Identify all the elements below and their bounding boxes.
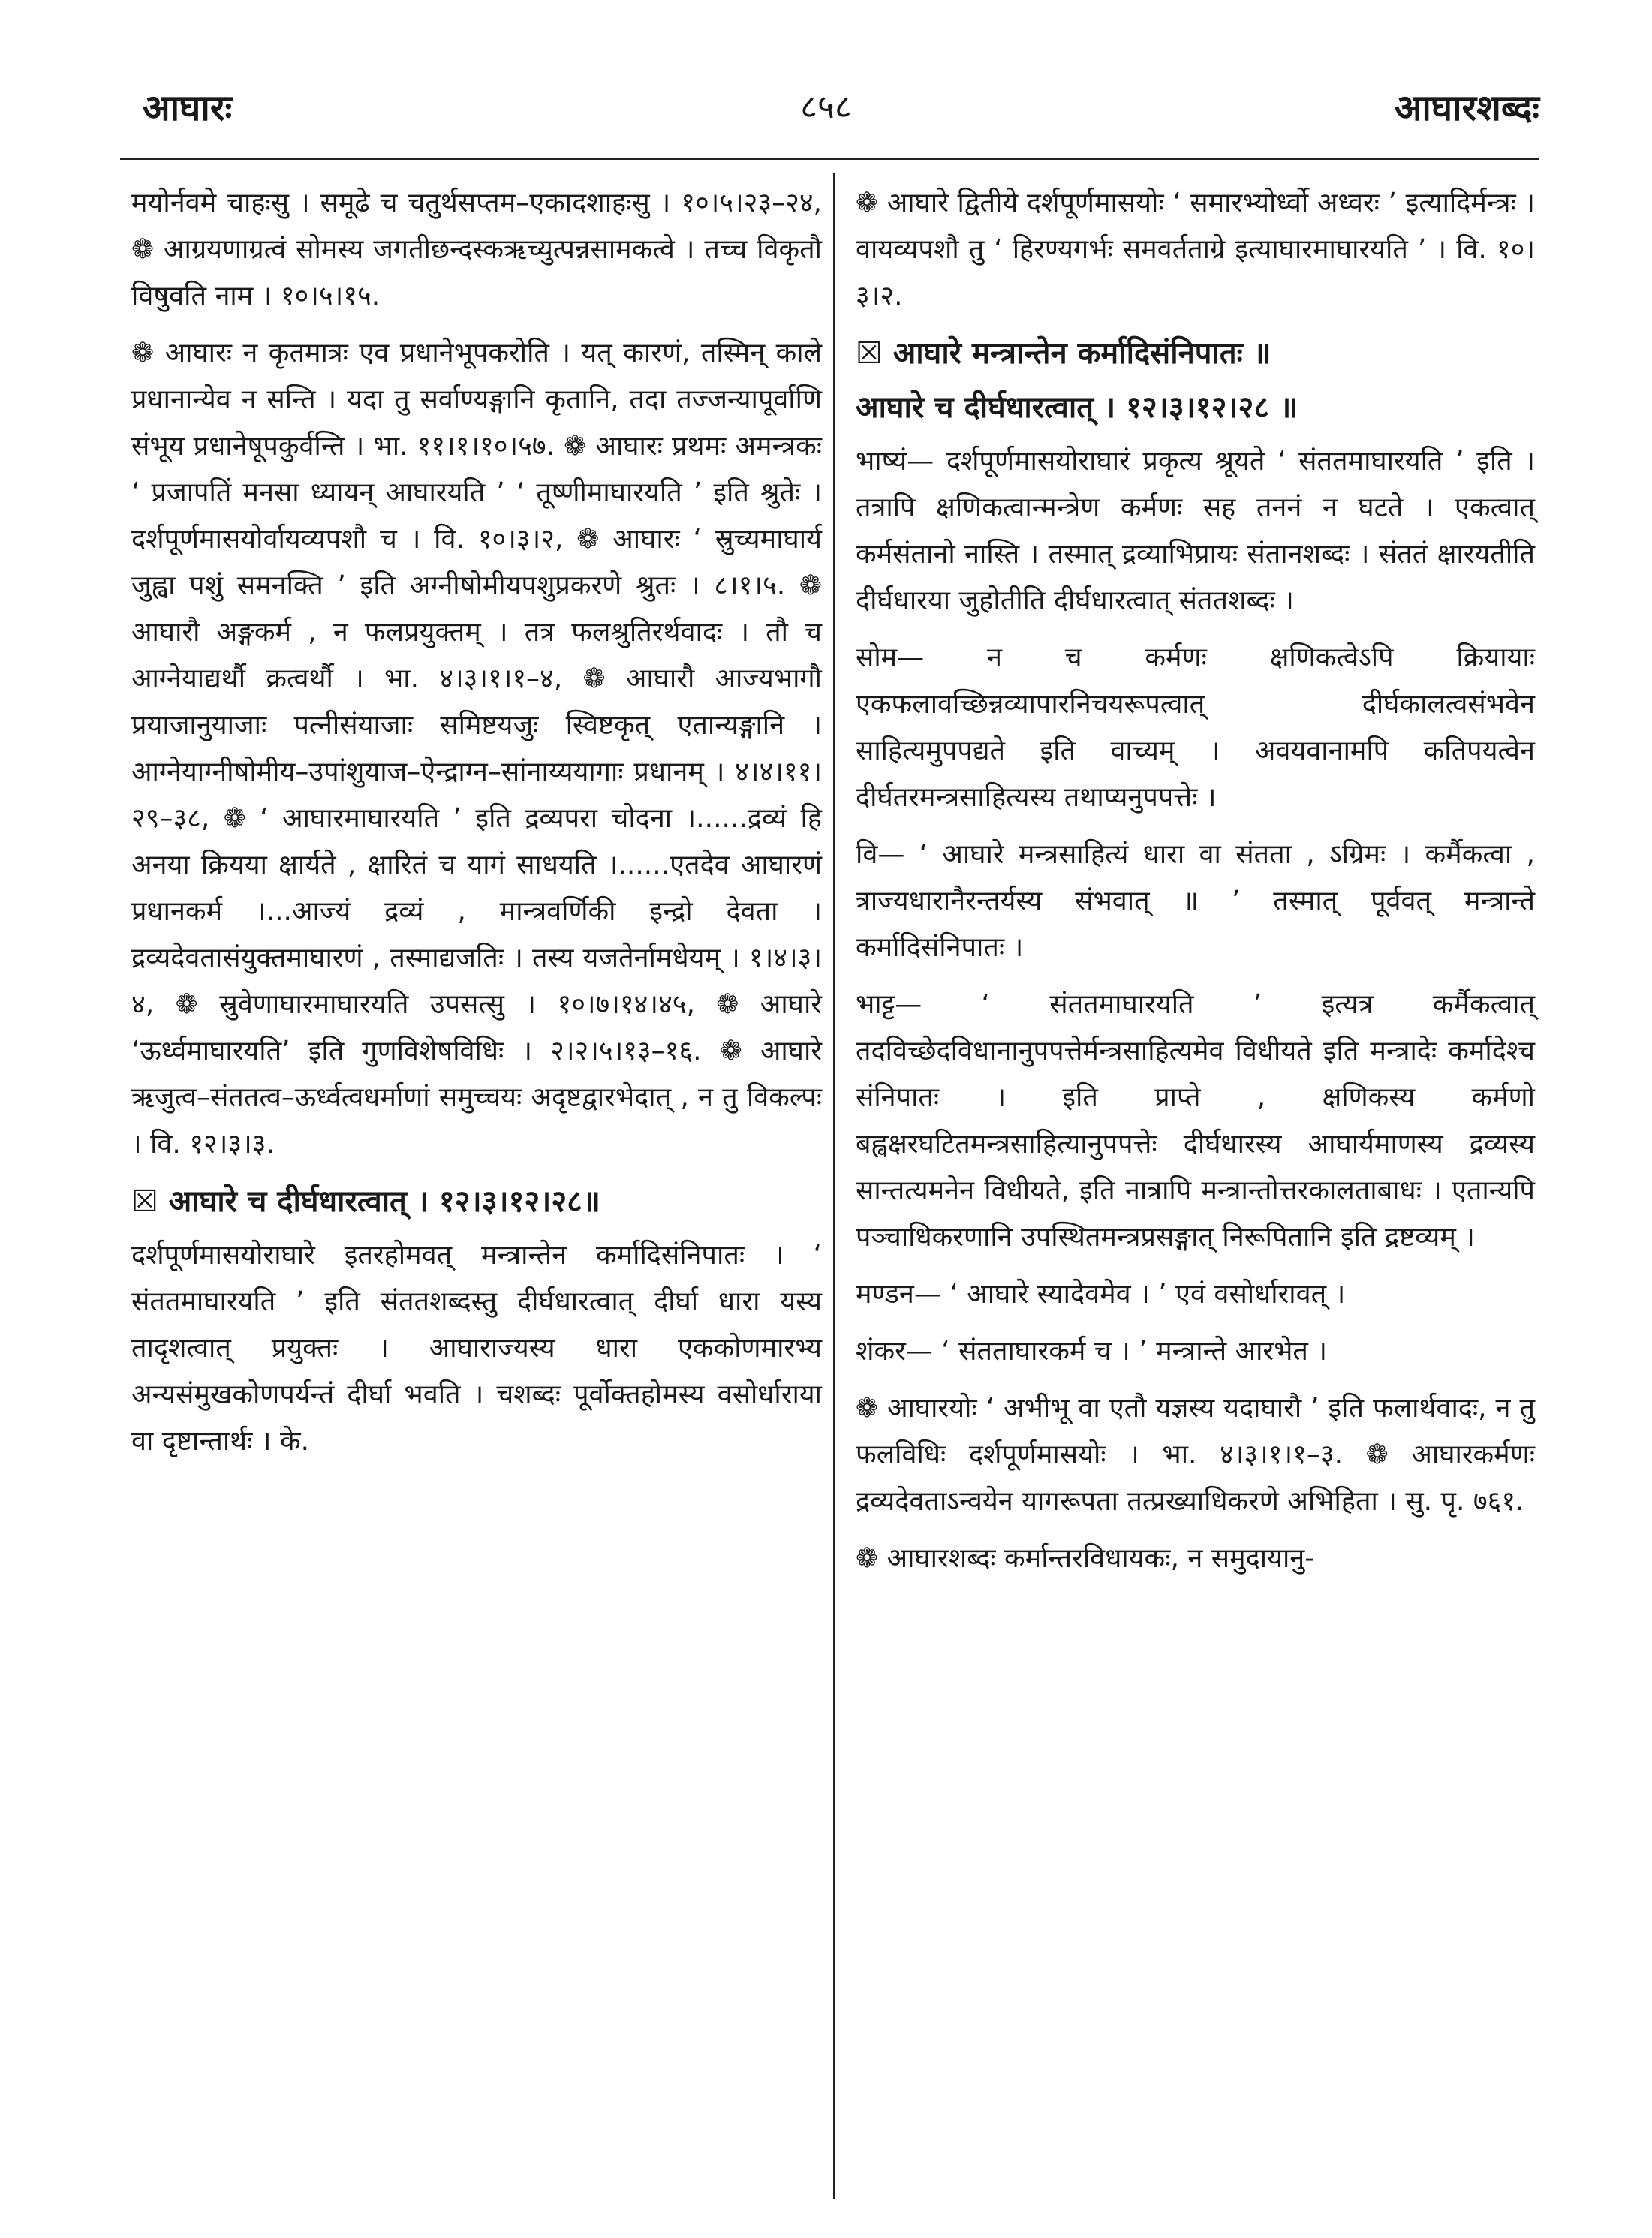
running-head-right: आघारशब्दः <box>1394 87 1539 129</box>
page-number: ८५८ <box>800 88 852 126</box>
section-mark-icon: ☒ <box>131 1184 169 1219</box>
right-paragraph-9: ❁ आघारशब्दः कर्मान्तरविधायकः, न समुदायानु- <box>856 1543 1315 1574</box>
header-rule <box>120 158 1539 160</box>
left-heading-text: आघारे च दीर्घधारत्वात् । १२।३।१२।२८॥ <box>168 1184 600 1219</box>
running-head-left: आघारः <box>143 87 233 129</box>
column-divider <box>833 173 835 2199</box>
right-paragraph-3: सोम— न च कर्मणः क्षणिकत्वेऽपि क्रियायाः एकफलावच्छिन्नव्यापारनिचयरूपत्वात् दीर्घकालत्वसंभवेन साहित्यमुपपद्यते इति वाच्यम् । अवयवानामपि कतिपयत्वेन दीर्घतरमन्त्रसाहित्यस्य तथाप्यनुपपत्तेः । <box>856 642 1535 813</box>
left-section-heading <box>131 1178 822 1225</box>
right-paragraph-4: वि— ‘ आघारे मन्त्रसाहित्यं धारा वा संतता , ऽग्रिमः । कर्मैकत्वा , त्राज्यधारानैरन्तर्यस्य संभवात् ॥ ’ तस्मात् पूर्ववत् मन्त्रान्ते कर्मादिसंनिपातः । <box>856 839 1535 963</box>
left-column <box>131 180 822 1475</box>
right-paragraph-7: शंकर— ‘ संतताघारकर्म च । ’ मन्त्रान्ते आरभेत । <box>856 1336 1328 1367</box>
right-section-heading-2: आघारे च दीर्घधारत्वात् । १२।३।१२।२८ ॥ <box>856 390 1298 425</box>
right-paragraph-6: मण्डन— ‘ आघारे स्यादेवमेव । ’ एवं वसोर्धारावत् । <box>856 1279 1346 1310</box>
right-paragraph-5: भाट्ट— ‘ संततमाघारयति ’ इत्यत्र कर्मैकत्वात् तदविच्छेदविधानानुपपत्तेर्मन्त्रसाहित्यमेव विधीयते इति मन्त्रादेः कर्मादेश्च संनिपातः । इति प्राप्ते , क्षणिकस्य कर्मणो बह्वक्षरघटितमन्त्रसाहित्यानुपपत्तेः दीर्घधारस्य आघार्यमाणस्य द्रव्यस्य सान्तत्यमनेन विधीयते, इति नात्रापि मन्त्रान्तोत्तरकालताबाधः । एतान्यपि पञ्चाधिकरणानि उपस्थितमन्त्रप्रसङ्गात् निरूपितानि इति द्रष्टव्यम् । <box>856 989 1535 1253</box>
left-paragraph-3: दर्शपूर्णमासयोराघारे इतरहोमवत् मन्त्रान्तेन कर्मादिसंनिपातः । ‘ संततमाघारयति ’ इति संततशब्दस्तु दीर्घधारत्वात् दीर्घा धारा यस्य तादृशत्वात् प्रयुक्तः । आघाराज्यस्य धारा एककोणमारभ्य अन्यसंमुखकोणपर्यन्तं दीर्घा भवति । चशब्दः पूर्वोक्तहोमस्य वसोर्धाराया वा दृष्टान्तार्थः । के. <box>131 1240 822 1457</box>
right-heading-1-text: आघारे मन्त्रान्तेन कर्मादिसंनिपातः ॥ <box>892 336 1271 371</box>
left-paragraph-2: ❁ आघारः न कृतमात्रः एव प्रधानेभूपकरोति । यत् कारणं, तस्मिन् काले प्रधानान्येव न सन्ति । यदा तु सर्वाण्यङ्गानि कृतानि, तदा तज्जन्यापूर्वाणि संभूय प्रधानेषूपकुर्वन्ति । भा. ११।१।१०।५७. ❁ आघारः प्रथमः अमन्त्रकः ‘ प्रजापतिं मनसा ध्यायन् आघारयति ’ ‘ तूष्णीमाघारयति ’ इति श्रुतेः । दर्शपूर्णमासयोर्वायव्यपशौ च । वि. १०।३।२, ❁ आघारः ‘ स्रुच्यमाघार्य जुह्वा पशुं समनक्ति ’ इति अग्नीषोमीयपशुप्रकरणे श्रुतः । ८।१।५. ❁ आघारौ अङ्गकर्म , न फलप्रयुक्तम् । तत्र फलश्रुतिरर्थवादः । तौ च आग्नेयाद्यर्थौ क्रत्वर्थौ । भा. ४।३।१।१–४, ❁ आघारौ आज्यभागौ प्रयाजानुयाजाः पत्नीसंयाजाः समिष्टयजुः स्विष्टकृत् एतान्यङ्गानि । आग्नेयाग्नीषोमीय–उपांशुयाज–ऐन्द्राग्न–सांनाय्ययागाः प्रधानम् । ४।४।११।२९–३८, ❁ ‘ आघारमाघारयति ’ इति द्रव्यपरा चोदना ।......द्रव्यं हि अनया क्रियया क्षार्यते , क्षारितं च यागं साधयति ।......एतदेव आघारणं प्रधानकर्म ।...आज्यं द्रव्यं , मान्त्रवर्णिकी इन्द्रो देवता । द्रव्यदेवतासंयुक्तमाघारणं , तस्माद्यजतिः । तस्य यजतेर्नामधेयम् । १।४।३।४, ❁ स्रुवेणाघारमाघारयति उपसत्सु । १०।७।१४।४५, ❁ आघारे ‘ऊर्ध्वमाघारयति’ इति गुणविशेषविधिः । २।२।५।१३–१६. ❁ आघारे ऋजुत्व–संततत्व–ऊर्ध्वत्वधर्माणां समुच्चयः अदृष्टद्वारभेदात् , न तु विकल्पः । वि. १२।३।३. <box>131 338 822 1160</box>
page-header <box>113 83 1539 143</box>
right-paragraph-2: भाष्यं— दर्शपूर्णमासयोराघारं प्रकृत्य श्रूयते ‘ संततमाघारयति ’ इति । तत्रापि क्षणिकत्वान्मन्त्रेण कर्मणः सह तननं न घटते । एकत्वात् कर्मसंतानो नास्ति । तस्मात् द्रव्याभिप्रायः संतानशब्दः । संततं क्षारयतीति दीर्घधारया जुहोतीति दीर्घधारत्वात् संततशब्दः । <box>856 446 1535 616</box>
right-paragraph-1: ❁ आघारे द्वितीये दर्शपूर्णमासयोः ‘ समारभ्योर्ध्वो अध्वरः ’ इत्यादिर्मन्त्रः । वायव्यपशौ तु ‘ हिरण्यगर्भः समवर्तताग्रे इत्याघारमाघारयति ’ । वि. १०।३।२. <box>856 188 1535 311</box>
right-section-heading-1 <box>856 330 1535 377</box>
left-paragraph-1: मयोर्नवमे चाहःसु । समूढे च चतुर्थसप्तम–एकादशाहःसु । १०।५।२३–२४, ❁ आग्रयणाग्रत्वं सोमस्य जगतीछन्दस्कऋच्युत्पन्नसामकत्वे । तच्च विकृतौ विषुवति नाम । १०।५।१५. <box>131 188 822 311</box>
right-paragraph-8: ❁ आघारयोः ‘ अभीभू वा एतौ यज्ञस्य यदाघारौ ’ इति फलार्थवादः, न तु फलविधिः दर्शपूर्णमासयोः । भा. ४।३।१।१–३. ❁ आघारकर्मणः द्रव्यदेवताऽन्वयेन यागरूपता तत्प्रख्याधिकरणे अभिहिता । सु. पृ. ७६१. <box>856 1393 1535 1517</box>
section-mark-icon: ☒ <box>856 336 893 371</box>
right-column <box>856 180 1535 1593</box>
